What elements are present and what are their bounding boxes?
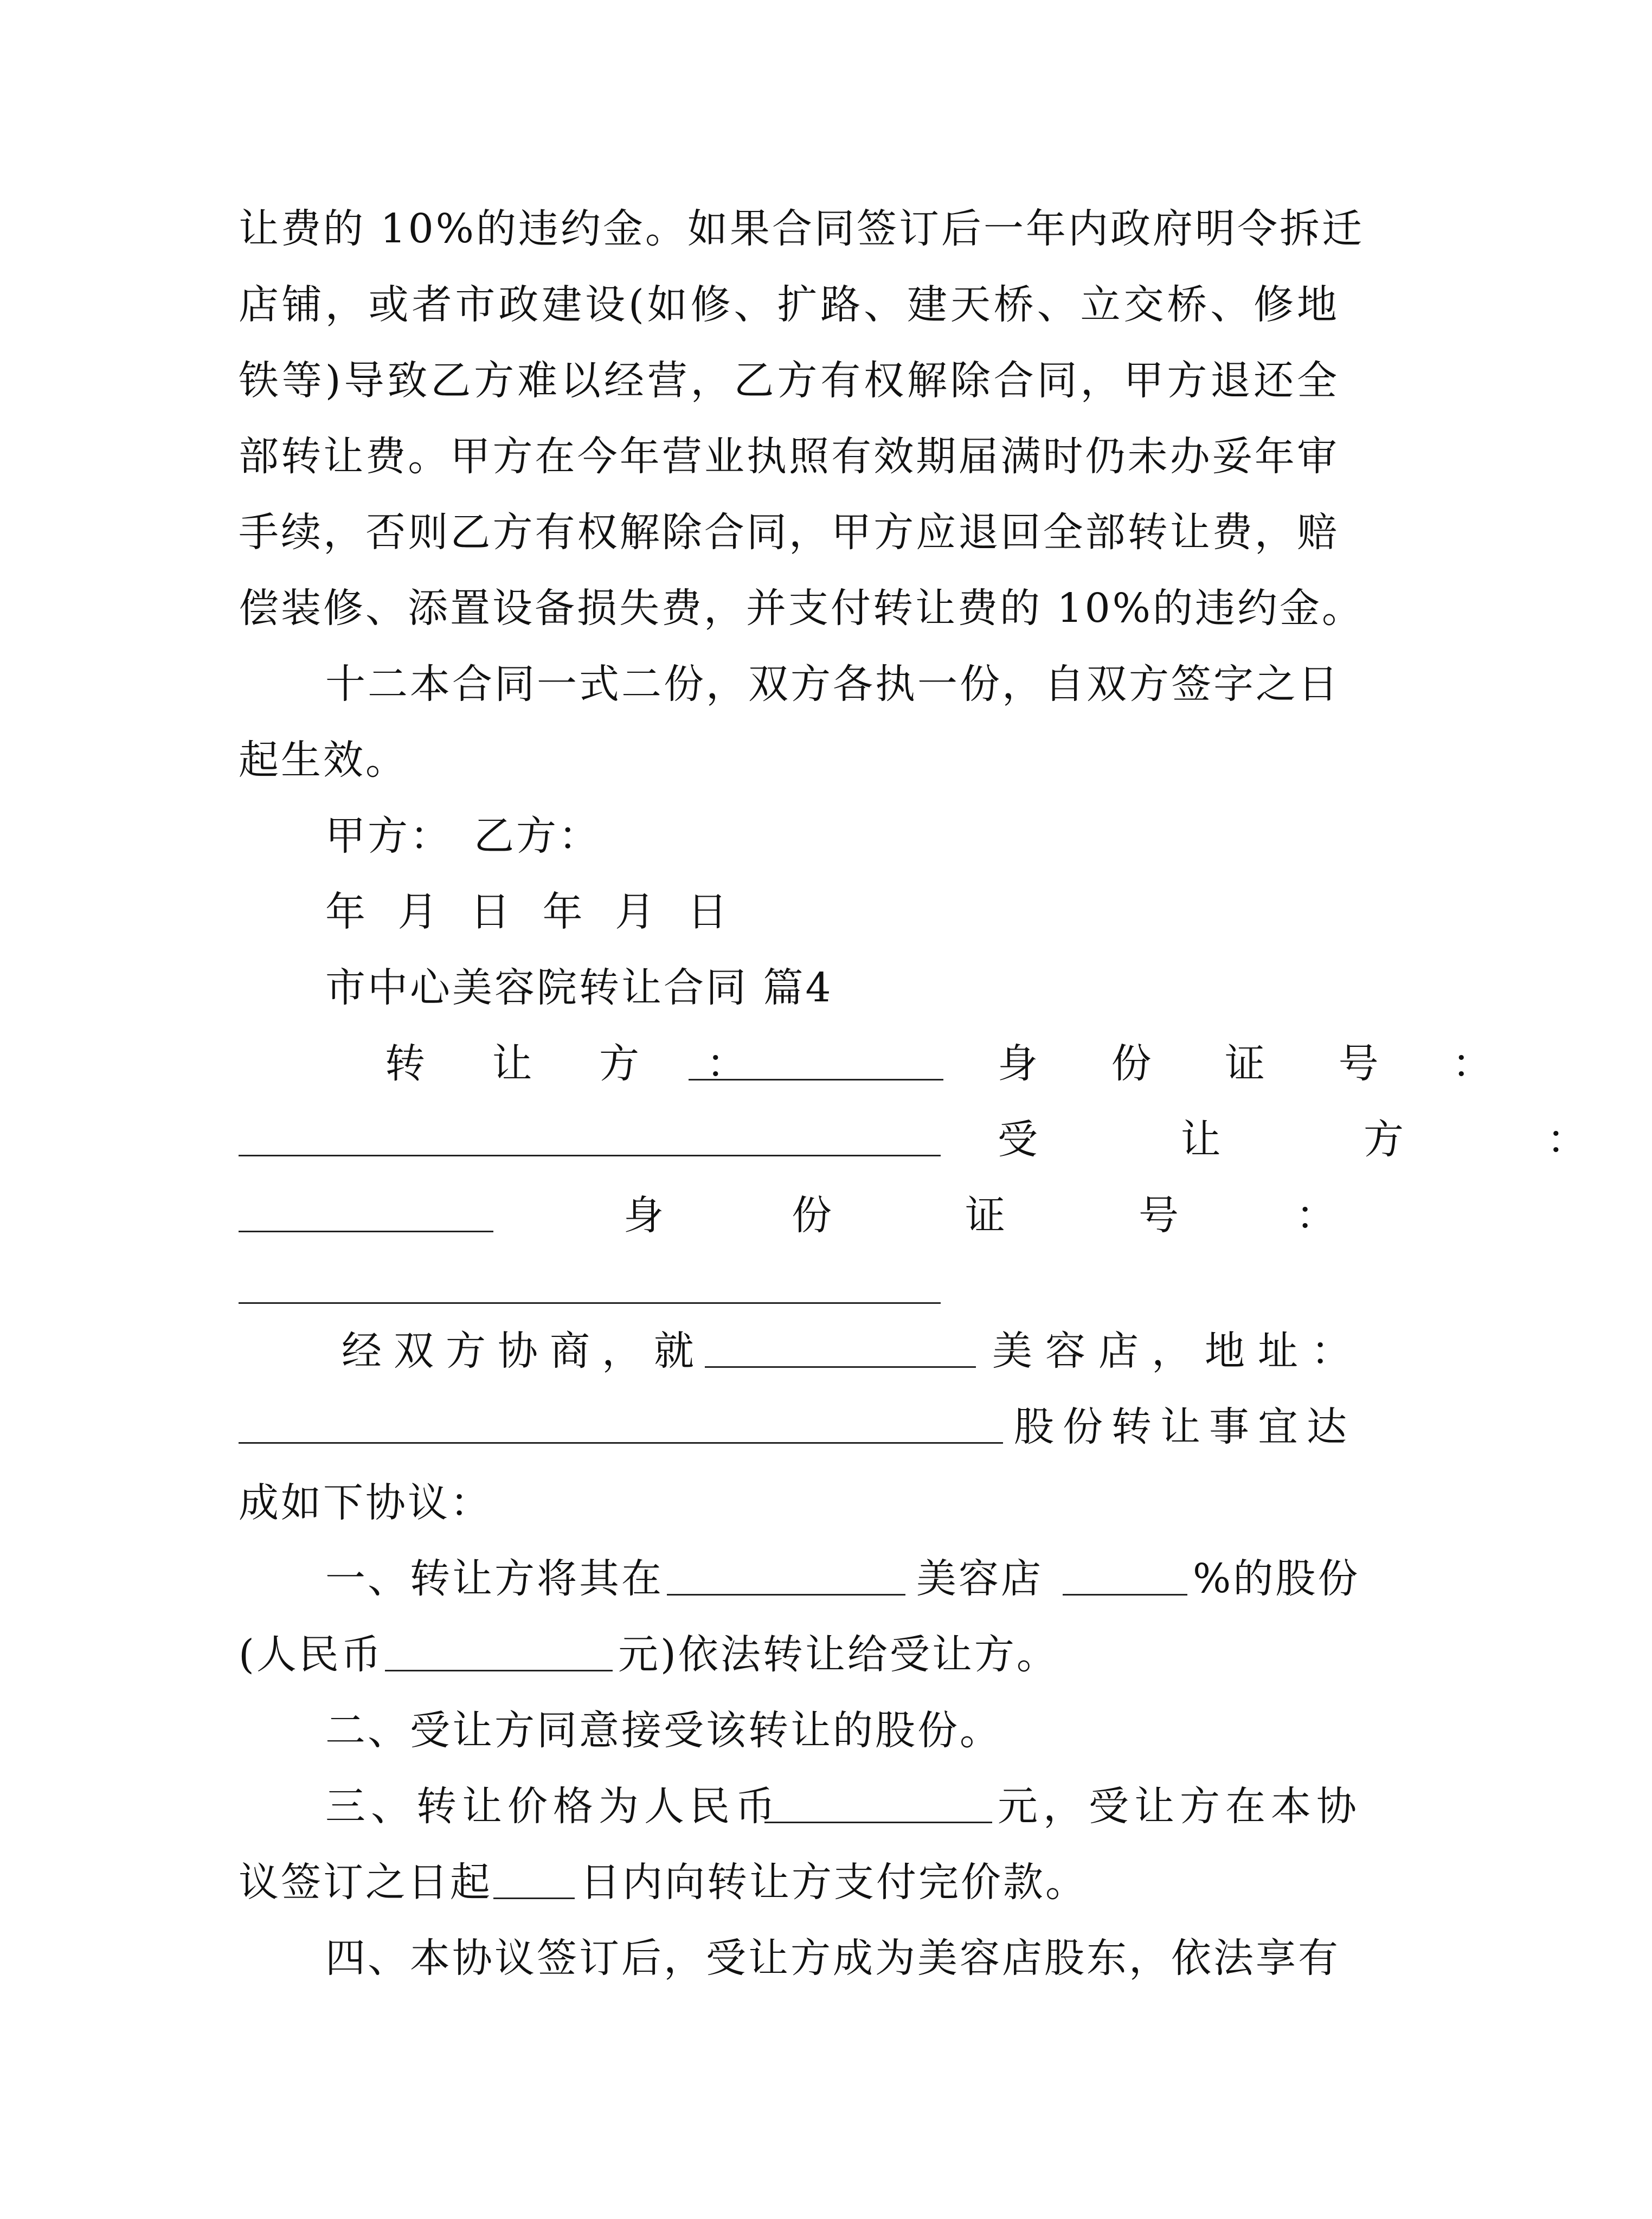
transferor-label: 转 让 方 ：	[385, 1040, 774, 1087]
article-3-part-c: 议签订之日起	[239, 1859, 492, 1906]
article-3-part-b: 元，受让方在本协	[998, 1783, 1362, 1830]
id-no-2-char-5: ：	[1296, 1192, 1338, 1239]
penalty-line-4: 部转让费。甲方在今年营业执照有效期届满时仍未办妥年审	[239, 433, 1339, 480]
penalty-line-1: 让费的 10%的违约金。如果合同签订后一年内政府明令拆迁	[239, 205, 1364, 252]
clause-12-line-2: 起生效。	[239, 737, 408, 783]
intro-line-2	[239, 1400, 1355, 1454]
transferee-label: 受 让 方 ：	[998, 1116, 1652, 1163]
id-no-2-line	[239, 1188, 1339, 1243]
article-1-part-a: 一、转让方将其在	[325, 1555, 664, 1602]
party-a-label: 甲方：	[325, 813, 452, 859]
date-line: 年 月 日 年 月 日	[325, 889, 737, 935]
id-no-label-1: 身 份 证 号 ：	[998, 1040, 1523, 1087]
article-1-shop-blank	[667, 1556, 905, 1596]
penalty-line-5: 手续，否则乙方有权解除合同，甲方应退回全部转让费，赔	[239, 509, 1339, 556]
article-3-days-blank	[493, 1860, 575, 1899]
id-no-2-char-1: 身	[623, 1192, 666, 1239]
article-1-amount-blank	[385, 1632, 613, 1671]
id-no-2-char-2: 份	[792, 1192, 834, 1239]
transferee-blank	[239, 1193, 493, 1232]
intro-part-a: 经双方协商，就	[342, 1328, 706, 1374]
shop-name-blank	[705, 1328, 976, 1368]
article-3-part-d: 日内向转让方支付完价款。	[580, 1859, 1088, 1906]
article-3-part-a: 三、转让价格为人民币	[325, 1783, 781, 1830]
article-1-part-c: %的股份	[1193, 1555, 1360, 1602]
article-2: 二、受让方同意接受该转让的股份。	[325, 1707, 1002, 1754]
article-4: 四、本协议签订后，受让方成为美容店股东，依法享有	[325, 1935, 1340, 1982]
section-title: 市中心美容院转让合同 篇4	[325, 964, 833, 1011]
id-no-2-blank	[239, 1264, 941, 1304]
article-3-price-blank	[764, 1784, 992, 1823]
penalty-line-6: 偿装修、添置设备损失费，并支付转让费的 10%的违约金。	[239, 585, 1364, 632]
intro-line-3: 成如下协议：	[239, 1480, 492, 1526]
party-b-label: 乙方：	[474, 813, 601, 859]
penalty-line-3: 铁等)导致乙方难以经营，乙方有权解除合同，甲方退还全	[239, 357, 1339, 404]
article-1-line-1	[239, 1552, 1360, 1606]
intro-part-b: 美容店，地址：	[992, 1328, 1364, 1374]
transferor-blank	[689, 1041, 943, 1080]
intro-part-c: 股份转让事宜达	[1014, 1404, 1355, 1450]
article-3-line-2	[239, 1855, 1339, 1909]
article-1-line-2	[239, 1628, 1339, 1682]
article-1-part-d: (人民币	[239, 1631, 383, 1678]
penalty-line-2: 店铺，或者市政建设(如修、扩路、建天桥、立交桥、修地	[239, 281, 1339, 328]
id-no-2-blank-line	[239, 1264, 1339, 1318]
article-1-percent-blank	[1063, 1556, 1187, 1596]
id-no-1-blank	[239, 1117, 941, 1156]
signature-line	[239, 809, 1339, 863]
transferee-line	[239, 1112, 1652, 1167]
address-blank	[239, 1404, 1003, 1444]
transferor-line	[239, 1037, 1523, 1091]
id-no-2-char-3: 证	[965, 1192, 1007, 1239]
article-1-part-b: 美容店	[916, 1555, 1043, 1602]
article-1-part-e: 元)依法转让给受让方。	[618, 1631, 1059, 1678]
intro-line-1	[239, 1324, 1364, 1378]
id-no-2-char-4: 号	[1139, 1192, 1181, 1239]
article-3-line-1	[239, 1779, 1362, 1834]
clause-12-line-1: 十二本合同一式二份，双方各执一份，自双方签字之日	[325, 661, 1340, 707]
